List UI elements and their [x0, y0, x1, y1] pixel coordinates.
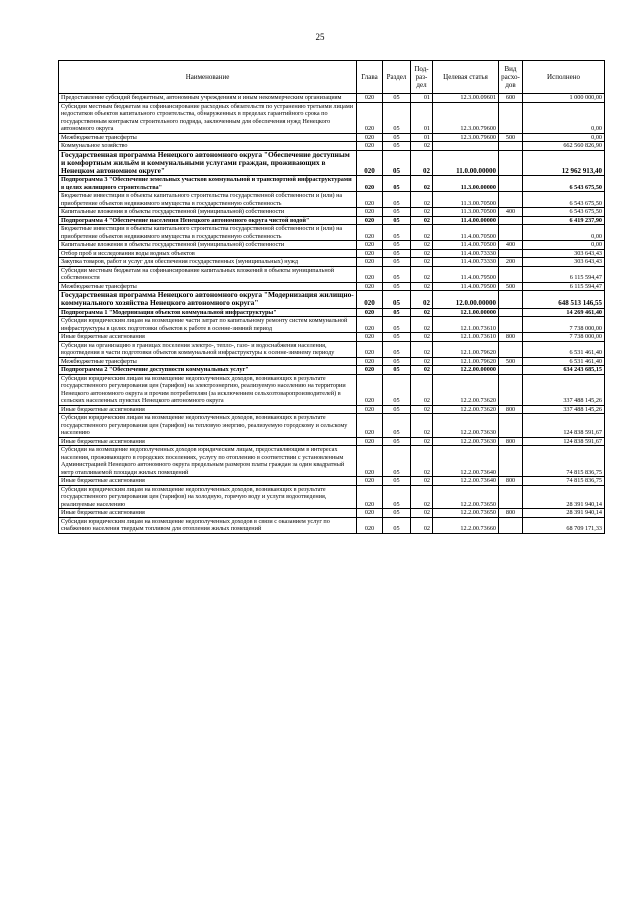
cell-expense-type — [499, 192, 523, 208]
cell-section: 05 — [383, 509, 411, 518]
cell-name: Бюджетные инвестиции в объекты капитального строительства государственной собственности и (или) на приобретение объектов недвижимого имущества в государственную собственность — [59, 192, 357, 208]
cell-name: Субсидии местным бюджетам на софинансирование расходных обязательств по устранению третьими лицами недостатков объектов капитального строительства, обнаруженных в пределах гарантийного срока по государственным контрактам строительного подряда, заключенным для обеспечения нужд Ненецкого автономного округа — [59, 102, 357, 133]
cell-expense-type: 800 — [499, 405, 523, 414]
cell-chapter: 020 — [357, 176, 383, 192]
cell-section: 05 — [383, 437, 411, 446]
cell-section: 05 — [383, 333, 411, 342]
cell-section: 05 — [383, 485, 411, 509]
cell-executed: 648 513 146,55 — [523, 291, 605, 308]
cell-executed: 6 115 594,47 — [523, 266, 605, 282]
cell-target-article: 11.3.00.00000 — [433, 176, 499, 192]
cell-section: 05 — [383, 405, 411, 414]
cell-chapter: 020 — [357, 333, 383, 342]
cell-chapter: 020 — [357, 225, 383, 241]
cell-section: 05 — [383, 133, 411, 142]
cell-section: 05 — [383, 208, 411, 217]
cell-section: 05 — [383, 282, 411, 291]
cell-chapter: 020 — [357, 374, 383, 405]
cell-name: Бюджетные инвестиции в объекты капитального строительства государственной собственности и (или) на приобретение объектов недвижимого имущества в государственную собственность — [59, 225, 357, 241]
cell-name: Межбюджетные трансферты — [59, 282, 357, 291]
cell-target-article: 12.2.00.73650 — [433, 485, 499, 509]
cell-subsection: 02 — [411, 477, 433, 486]
cell-subsection: 02 — [411, 509, 433, 518]
cell-chapter: 020 — [357, 258, 383, 267]
cell-executed: 0,00 — [523, 225, 605, 241]
table-row — [59, 249, 605, 258]
cell-subsection: 01 — [411, 94, 433, 103]
cell-expense-type — [499, 176, 523, 192]
budget-table — [58, 60, 605, 534]
cell-subsection: 02 — [411, 414, 433, 438]
cell-chapter: 020 — [357, 405, 383, 414]
cell-section: 05 — [383, 102, 411, 133]
header-name: Наименование — [59, 61, 357, 94]
table-row — [59, 414, 605, 438]
cell-subsection: 02 — [411, 216, 433, 225]
cell-subsection: 02 — [411, 282, 433, 291]
table-row — [59, 341, 605, 357]
cell-chapter: 020 — [357, 357, 383, 366]
cell-executed: 7 738 000,00 — [523, 317, 605, 333]
cell-target-article: 11.4.00.79500 — [433, 266, 499, 282]
cell-chapter: 020 — [357, 485, 383, 509]
cell-expense-type — [499, 291, 523, 308]
cell-chapter: 020 — [357, 366, 383, 375]
table-row — [59, 509, 605, 518]
cell-name: Межбюджетные трансферты — [59, 133, 357, 142]
cell-expense-type: 800 — [499, 333, 523, 342]
cell-target-article: 11.3.00.70500 — [433, 208, 499, 217]
cell-target-article: 12.2.00.73660 — [433, 517, 499, 533]
cell-executed: 28 391 940,14 — [523, 509, 605, 518]
cell-target-article: 11.4.00.70500 — [433, 225, 499, 241]
table-row — [59, 266, 605, 282]
cell-subsection: 02 — [411, 249, 433, 258]
cell-executed: 303 643,43 — [523, 249, 605, 258]
cell-subsection: 02 — [411, 357, 433, 366]
cell-expense-type — [499, 142, 523, 151]
cell-name: Иные бюджетные ассигнования — [59, 333, 357, 342]
table-row — [59, 446, 605, 477]
cell-chapter: 020 — [357, 517, 383, 533]
table-row — [59, 405, 605, 414]
cell-name: Иные бюджетные ассигнования — [59, 509, 357, 518]
cell-target-article: 12.3.00.79600 — [433, 102, 499, 133]
cell-expense-type — [499, 102, 523, 133]
cell-chapter: 020 — [357, 150, 383, 176]
header-section: Раздел — [383, 61, 411, 94]
cell-name: Субсидии на возмещение недополученных доходов юридическим лицам, предоставляющим в интересах населения, проживающего в городских поселениях, услугу по отоплению в соответствии с установленным Администрацией Ненецкого автономного округа предельным размером платы граждан за один квадратный метр отапливаемой площади жилых помещений — [59, 446, 357, 477]
cell-section: 05 — [383, 150, 411, 176]
cell-section: 05 — [383, 517, 411, 533]
cell-name: Подпрограмма 4 "Обеспечение населения Ненецкого автономного округа чистой водой" — [59, 216, 357, 225]
cell-executed: 6 543 675,50 — [523, 208, 605, 217]
cell-name: Субсидии юридическим лицам на возмещение недополученных доходов в связи с оказанием услуг по снабжению населения твердым топливом для отопления жилых помещений — [59, 517, 357, 533]
cell-target-article: 12.1.00.73610 — [433, 333, 499, 342]
cell-section: 05 — [383, 176, 411, 192]
cell-section: 05 — [383, 94, 411, 103]
cell-expense-type — [499, 317, 523, 333]
table-row — [59, 142, 605, 151]
cell-chapter: 020 — [357, 133, 383, 142]
cell-subsection: 02 — [411, 446, 433, 477]
cell-executed: 662 560 826,90 — [523, 142, 605, 151]
cell-target-article: 11.4.00.70500 — [433, 241, 499, 250]
cell-executed: 7 738 000,00 — [523, 333, 605, 342]
cell-expense-type — [499, 341, 523, 357]
cell-section: 05 — [383, 266, 411, 282]
table-row — [59, 477, 605, 486]
cell-executed: 6 543 675,50 — [523, 176, 605, 192]
cell-chapter: 020 — [357, 216, 383, 225]
cell-section: 05 — [383, 366, 411, 375]
header-expense-type: Вид расхо-дов — [499, 61, 523, 94]
cell-expense-type — [499, 150, 523, 176]
table-row — [59, 317, 605, 333]
page-number: 25 — [315, 32, 325, 42]
cell-target-article — [433, 142, 499, 151]
cell-executed: 1 000 000,00 — [523, 94, 605, 103]
table-row — [59, 485, 605, 509]
cell-subsection: 02 — [411, 317, 433, 333]
cell-section: 05 — [383, 477, 411, 486]
cell-section: 05 — [383, 225, 411, 241]
table-row — [59, 437, 605, 446]
cell-expense-type — [499, 308, 523, 317]
cell-expense-type — [499, 249, 523, 258]
cell-expense-type — [499, 374, 523, 405]
cell-expense-type — [499, 266, 523, 282]
cell-expense-type — [499, 225, 523, 241]
cell-target-article: 12.2.00.73630 — [433, 414, 499, 438]
cell-expense-type — [499, 517, 523, 533]
cell-subsection: 02 — [411, 333, 433, 342]
table-row — [59, 150, 605, 176]
cell-subsection: 02 — [411, 258, 433, 267]
cell-executed: 68 709 171,33 — [523, 517, 605, 533]
cell-target-article: 12.3.00.79600 — [433, 133, 499, 142]
cell-section: 05 — [383, 446, 411, 477]
cell-subsection: 02 — [411, 241, 433, 250]
cell-expense-type: 500 — [499, 357, 523, 366]
cell-section: 05 — [383, 216, 411, 225]
cell-executed: 74 815 836,75 — [523, 446, 605, 477]
cell-subsection: 02 — [411, 366, 433, 375]
cell-executed: 6 543 675,50 — [523, 192, 605, 208]
cell-expense-type — [499, 485, 523, 509]
cell-name: Субсидии юридическим лицам на возмещение части затрат по капитальному ремонту систем коммунальной инфраструктуры в целях подготовки объектов к работе в осенне-зимний период — [59, 317, 357, 333]
table-row — [59, 357, 605, 366]
cell-name: Иные бюджетные ассигнования — [59, 437, 357, 446]
cell-name: Субсидии юридическим лицам на возмещение недополученных доходов, возникающих в результате государственного регулирования цен (тарифов) на тепловую энергию, реализуемую городскому и сельскому населению — [59, 414, 357, 438]
cell-expense-type: 500 — [499, 133, 523, 142]
table-row — [59, 241, 605, 250]
cell-chapter: 020 — [357, 291, 383, 308]
table-row — [59, 176, 605, 192]
cell-target-article: 12.3.00.09601 — [433, 94, 499, 103]
cell-chapter: 020 — [357, 437, 383, 446]
cell-name: Субсидии юридическим лицам на возмещение недополученных доходов, возникающих в результате государственного регулирования цен (тарифов) на холодную, горячую воду и услуги водоотведения, реализуемые населению — [59, 485, 357, 509]
table-row — [59, 133, 605, 142]
cell-chapter: 020 — [357, 477, 383, 486]
cell-executed: 6 531 461,40 — [523, 341, 605, 357]
cell-chapter: 020 — [357, 509, 383, 518]
cell-section: 05 — [383, 142, 411, 151]
cell-name: Подпрограмма 3 "Обеспечение земельных участков коммунальной и транспортной инфраструктурами в целях жилищного строительства" — [59, 176, 357, 192]
cell-subsection: 02 — [411, 208, 433, 217]
cell-section: 05 — [383, 308, 411, 317]
cell-subsection: 02 — [411, 150, 433, 176]
table-row — [59, 333, 605, 342]
cell-name: Предоставление субсидий бюджетным, автономным учреждениям и иным некоммерческим организациям — [59, 94, 357, 103]
cell-subsection: 02 — [411, 225, 433, 241]
cell-section: 05 — [383, 241, 411, 250]
cell-name: Государственная программа Ненецкого автономного округа "Модернизация жилищно-коммунального хозяйства Ненецкого автономного округа" — [59, 291, 357, 308]
cell-section: 05 — [383, 258, 411, 267]
cell-subsection: 02 — [411, 291, 433, 308]
table-row — [59, 374, 605, 405]
cell-expense-type — [499, 446, 523, 477]
table-row — [59, 517, 605, 533]
cell-executed: 634 243 685,15 — [523, 366, 605, 375]
cell-chapter: 020 — [357, 414, 383, 438]
cell-executed: 303 643,43 — [523, 258, 605, 267]
cell-target-article: 11.4.00.00000 — [433, 216, 499, 225]
cell-expense-type: 500 — [499, 282, 523, 291]
cell-target-article: 12.2.00.73620 — [433, 405, 499, 414]
cell-chapter: 020 — [357, 446, 383, 477]
cell-target-article: 12.1.00.79620 — [433, 341, 499, 357]
cell-target-article: 12.0.00.00000 — [433, 291, 499, 308]
cell-name: Государственная программа Ненецкого автономного округа "Обеспечение доступным и комфортным жильём и коммунальными услугами граждан, проживающих в Ненецком автономном округе" — [59, 150, 357, 176]
cell-subsection: 02 — [411, 374, 433, 405]
cell-expense-type: 200 — [499, 258, 523, 267]
cell-chapter: 020 — [357, 282, 383, 291]
table-row — [59, 308, 605, 317]
cell-name: Подпрограмма 1 "Модернизация объектов коммунальной инфраструктуры" — [59, 308, 357, 317]
cell-target-article: 11.4.00.73330 — [433, 258, 499, 267]
cell-name: Коммунальное хозяйство — [59, 142, 357, 151]
cell-target-article: 12.1.00.73610 — [433, 317, 499, 333]
cell-name: Подпрограмма 2 "Обеспечение доступности коммунальных услуг" — [59, 366, 357, 375]
cell-executed: 0,00 — [523, 133, 605, 142]
header-chapter: Глава — [357, 61, 383, 94]
cell-executed: 337 488 145,26 — [523, 374, 605, 405]
table-row — [59, 366, 605, 375]
cell-name: Закупка товаров, работ и услуг для обеспечения государственных (муниципальных) нужд — [59, 258, 357, 267]
cell-expense-type: 800 — [499, 477, 523, 486]
cell-executed: 6 419 237,90 — [523, 216, 605, 225]
cell-chapter: 020 — [357, 341, 383, 357]
cell-executed: 14 269 461,40 — [523, 308, 605, 317]
cell-executed: 6 115 594,47 — [523, 282, 605, 291]
cell-section: 05 — [383, 291, 411, 308]
cell-target-article: 11.3.00.70500 — [433, 192, 499, 208]
cell-section: 05 — [383, 317, 411, 333]
cell-executed: 0,00 — [523, 102, 605, 133]
cell-subsection: 02 — [411, 437, 433, 446]
cell-name: Субсидии на организацию в границах поселения электро-, тепло-, газо- и водоснабжения населения, водоотведения в части подготовки объектов коммунальной инфраструктуры к осенне-зимнему периоду — [59, 341, 357, 357]
cell-name: Межбюджетные трансферты — [59, 357, 357, 366]
cell-executed: 74 815 836,75 — [523, 477, 605, 486]
cell-executed: 124 838 591,67 — [523, 437, 605, 446]
cell-chapter: 020 — [357, 308, 383, 317]
header-executed: Исполнено — [523, 61, 605, 94]
table-row — [59, 216, 605, 225]
cell-expense-type: 600 — [499, 94, 523, 103]
cell-executed: 337 488 145,26 — [523, 405, 605, 414]
cell-expense-type: 400 — [499, 208, 523, 217]
cell-chapter: 020 — [357, 317, 383, 333]
cell-subsection: 02 — [411, 405, 433, 414]
cell-name: Капитальные вложения в объекты государственной (муниципальной) собственности — [59, 241, 357, 250]
cell-target-article: 12.2.00.73620 — [433, 374, 499, 405]
cell-name: Капитальные вложения в объекты государственной (муниципальной) собственности — [59, 208, 357, 217]
cell-target-article: 12.2.00.00000 — [433, 366, 499, 375]
cell-target-article: 11.0.00.00000 — [433, 150, 499, 176]
cell-executed: 12 962 913,40 — [523, 150, 605, 176]
table-header-row — [59, 61, 605, 94]
cell-subsection: 01 — [411, 102, 433, 133]
cell-chapter: 020 — [357, 142, 383, 151]
cell-subsection: 02 — [411, 485, 433, 509]
cell-subsection: 02 — [411, 142, 433, 151]
cell-target-article: 12.2.00.73630 — [433, 437, 499, 446]
cell-target-article: 12.2.00.73640 — [433, 477, 499, 486]
cell-section: 05 — [383, 374, 411, 405]
cell-target-article: 11.4.00.79500 — [433, 282, 499, 291]
cell-subsection: 02 — [411, 517, 433, 533]
table-row — [59, 208, 605, 217]
cell-expense-type — [499, 366, 523, 375]
header-subsection: Под-раз-дел — [411, 61, 433, 94]
cell-section: 05 — [383, 414, 411, 438]
cell-name: Субсидии местным бюджетам на софинансирование капитальных вложений в объекты муниципальной собственности — [59, 266, 357, 282]
cell-target-article: 12.1.00.79620 — [433, 357, 499, 366]
cell-subsection: 02 — [411, 266, 433, 282]
cell-subsection: 02 — [411, 176, 433, 192]
cell-chapter: 020 — [357, 208, 383, 217]
cell-section: 05 — [383, 249, 411, 258]
cell-target-article: 12.2.00.73640 — [433, 446, 499, 477]
cell-expense-type: 800 — [499, 437, 523, 446]
cell-expense-type — [499, 216, 523, 225]
cell-target-article: 11.4.00.73330 — [433, 249, 499, 258]
table-row — [59, 258, 605, 267]
table-row — [59, 102, 605, 133]
cell-expense-type — [499, 414, 523, 438]
cell-name: Иные бюджетные ассигнования — [59, 477, 357, 486]
table-row — [59, 291, 605, 308]
cell-chapter: 020 — [357, 266, 383, 282]
cell-expense-type: 400 — [499, 241, 523, 250]
cell-executed: 124 838 591,67 — [523, 414, 605, 438]
cell-chapter: 020 — [357, 241, 383, 250]
cell-target-article: 12.1.00.00000 — [433, 308, 499, 317]
cell-subsection: 01 — [411, 133, 433, 142]
header-target-article: Целевая статья — [433, 61, 499, 94]
cell-name: Иные бюджетные ассигнования — [59, 405, 357, 414]
cell-section: 05 — [383, 341, 411, 357]
cell-target-article: 12.2.00.73650 — [433, 509, 499, 518]
cell-section: 05 — [383, 192, 411, 208]
table-row — [59, 225, 605, 241]
cell-executed: 6 531 461,40 — [523, 357, 605, 366]
cell-expense-type: 800 — [499, 509, 523, 518]
table-row — [59, 94, 605, 103]
table-row — [59, 192, 605, 208]
cell-chapter: 020 — [357, 102, 383, 133]
cell-section: 05 — [383, 357, 411, 366]
cell-executed: 0,00 — [523, 241, 605, 250]
cell-chapter: 020 — [357, 192, 383, 208]
table-body — [59, 94, 605, 534]
cell-chapter: 020 — [357, 94, 383, 103]
cell-executed: 28 391 940,14 — [523, 485, 605, 509]
cell-name: Отбор проб и исследования воды водных объектов — [59, 249, 357, 258]
cell-subsection: 02 — [411, 341, 433, 357]
cell-subsection: 02 — [411, 192, 433, 208]
cell-chapter: 020 — [357, 249, 383, 258]
cell-subsection: 02 — [411, 308, 433, 317]
cell-name: Субсидии юридическим лицам на возмещение недополученных доходов, возникающих в результате государственного регулирования цен (тарифов) на электроэнергию, реализуемую населению на территории Ненецкого автономного округа и прочим потребителям (за исключением сельхозтоваропроизводителей) в сельских населенных пунктах Ненецкого автономного округа — [59, 374, 357, 405]
